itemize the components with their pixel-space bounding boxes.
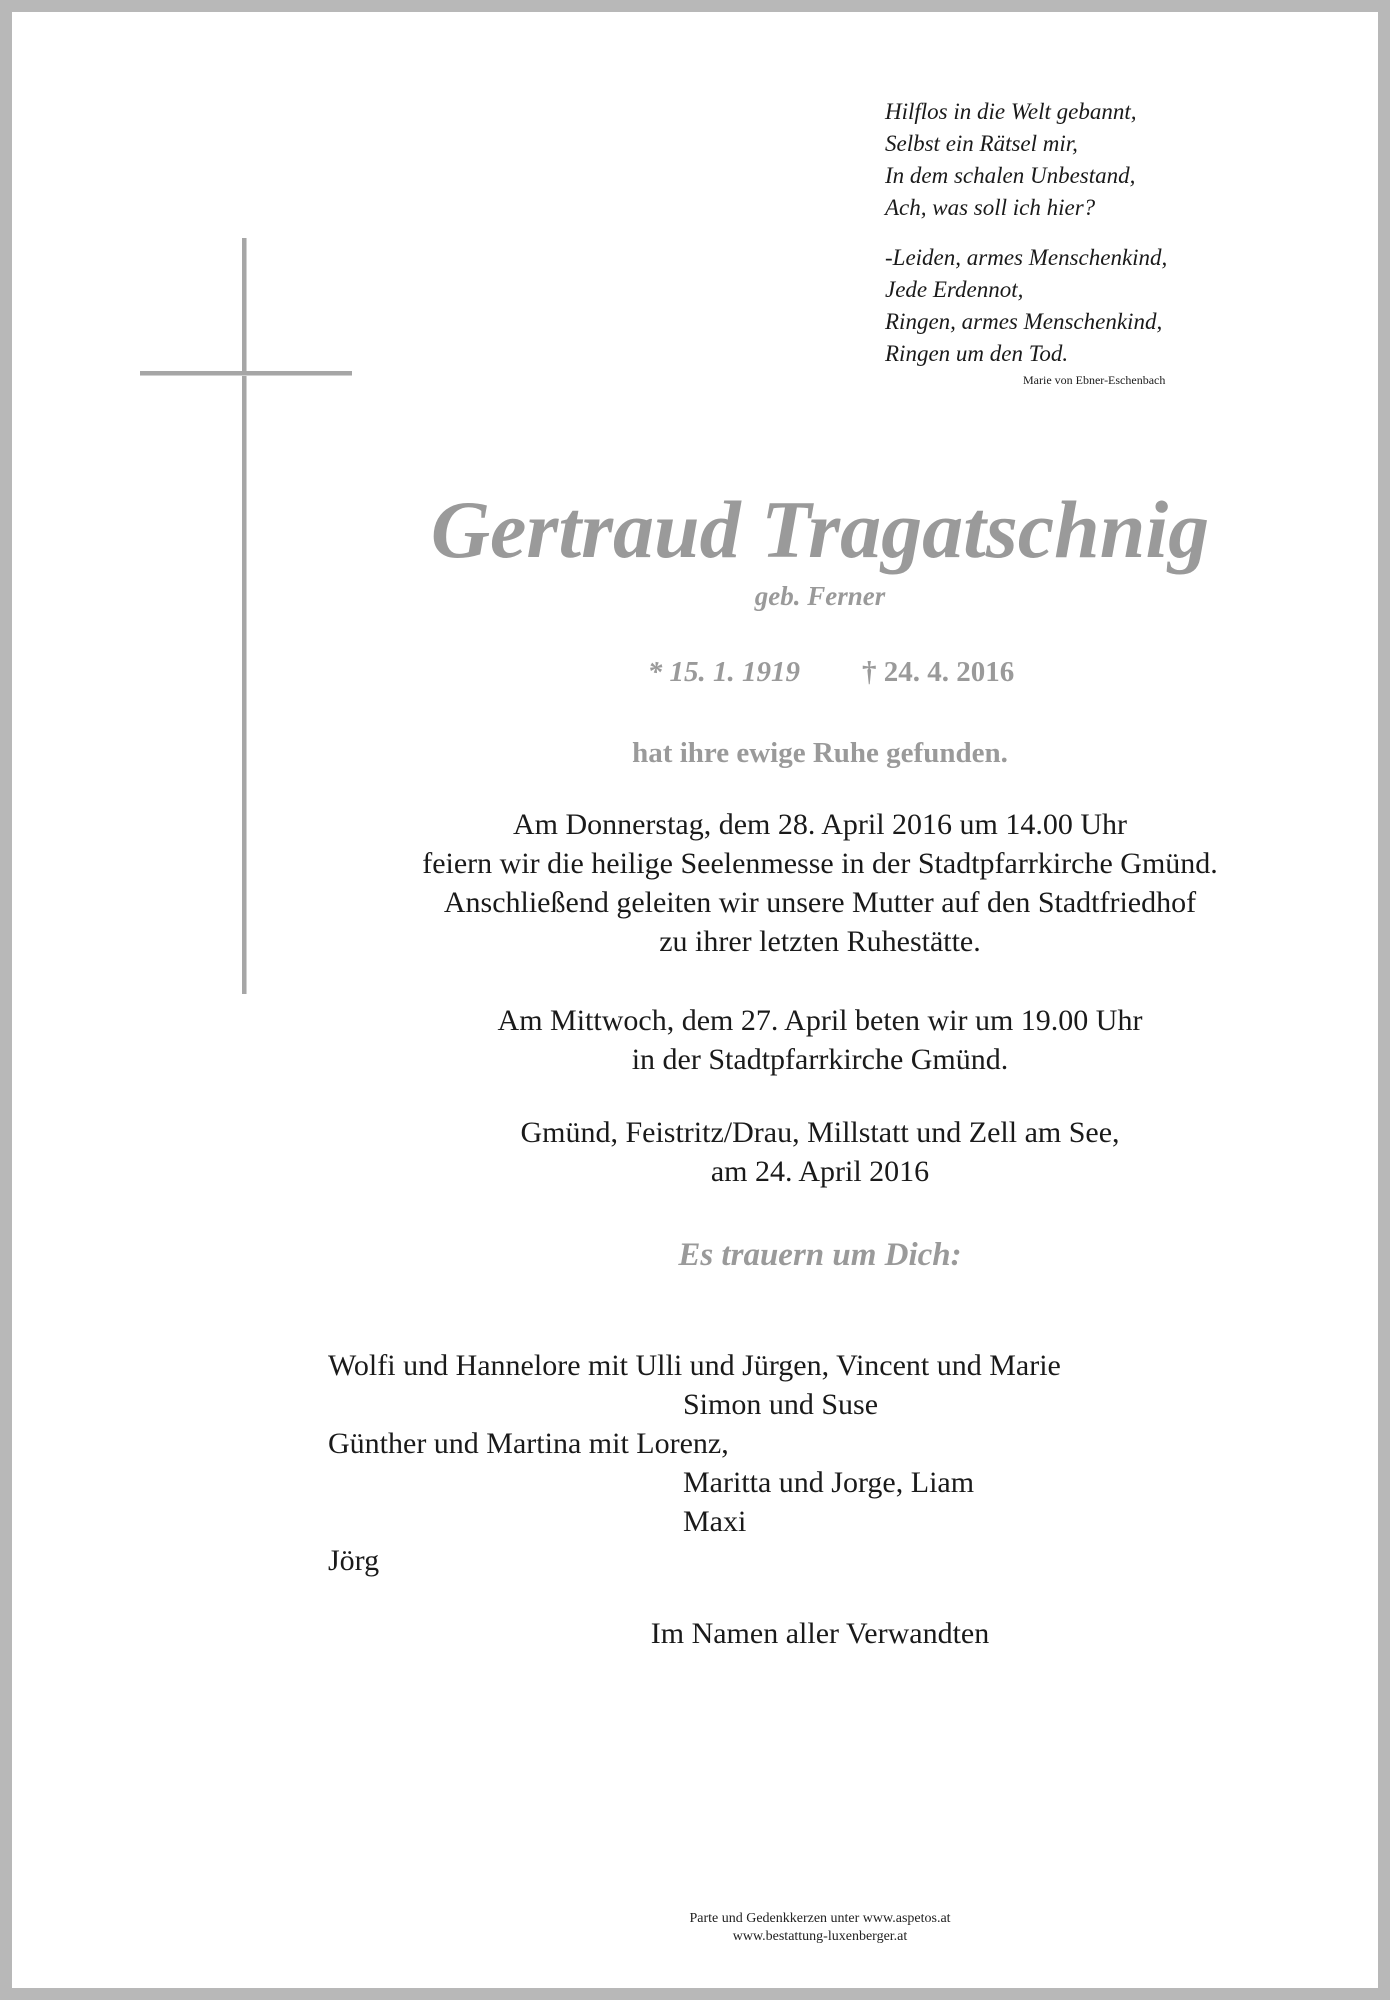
poem-line: Selbst ein Rätsel mir, <box>885 131 1078 156</box>
poem-line: Hilflos in die Welt gebannt, <box>885 99 1137 124</box>
funeral-line: Anschließend geleiten wir unsere Mutter auf den Stadtfriedhof <box>443 886 1197 919</box>
poem-line: Ringen, armes Menschenkind, <box>885 309 1163 334</box>
poem <box>885 96 1325 388</box>
poem-line: In dem schalen Unbestand, <box>885 163 1136 188</box>
place-date-line: Gmünd, Feistritz/Drau, Millstatt und Zell am See, <box>520 1116 1120 1149</box>
prayer-line: in der Stadtpfarrkirche Gmünd. <box>631 1043 1009 1076</box>
birth-date: * 15. 1. 1919 <box>647 656 800 688</box>
mourners-heading: Es trauern um Dich: <box>678 1237 962 1273</box>
maiden-name: geb. Ferner <box>754 581 886 611</box>
mourner-line: Wolfi und Hannelore mit Ulli und Jürgen, Vincent und Marie <box>328 1349 1061 1382</box>
prayer-line: Am Mittwoch, dem 27. April beten wir um 19.00 Uhr <box>497 1004 1143 1037</box>
deceased-name: Gertraud Tragatschnig <box>430 484 1210 575</box>
footer-website: www.bestattung-luxenberger.at <box>732 1929 908 1944</box>
mourner-line: Maritta und Jorge, Liam <box>683 1466 975 1499</box>
poem-line: Ringen um den Tod. <box>885 341 1069 366</box>
funeral-line: feiern wir die heilige Seelenmesse in der Stadtpfarrkirche Gmünd. <box>422 847 1218 880</box>
funeral-line: zu ihrer letzten Ruhestätte. <box>659 925 981 958</box>
death-date: † 24. 4. 2016 <box>862 656 1015 688</box>
funeral-line: Am Donnerstag, dem 28. April 2016 um 14.00 Uhr <box>512 808 1128 841</box>
mourner-line: Günther und Martina mit Lorenz, <box>328 1427 729 1460</box>
place-date-line: am 24. April 2016 <box>710 1155 930 1188</box>
cross-icon <box>242 238 246 994</box>
place-date <box>320 1113 1320 1191</box>
rest-statement: hat ihre ewige Ruhe gefunden. <box>632 737 1008 769</box>
poem-author: Marie von Ebner-Eschenbach <box>1023 373 1166 387</box>
mourner-line: Maxi <box>683 1505 747 1538</box>
poem-line: Ach, was soll ich hier? <box>885 195 1096 220</box>
mourner-line: Simon und Suse <box>683 1388 879 1421</box>
mourner-line: Jörg <box>328 1544 380 1577</box>
cross-icon-crossbar <box>140 371 352 375</box>
prayer-info <box>320 1001 1320 1079</box>
footer <box>320 1910 1320 1946</box>
funeral-info <box>320 805 1320 961</box>
footer-line: Parte und Gedenkkerzen unter www.aspetos.at <box>689 1911 951 1926</box>
poem-line: Jede Erdennot, <box>885 277 1024 302</box>
closing-line: Im Namen aller Verwandten <box>650 1617 990 1650</box>
poem-line: -Leiden, armes Menschenkind, <box>885 245 1168 270</box>
